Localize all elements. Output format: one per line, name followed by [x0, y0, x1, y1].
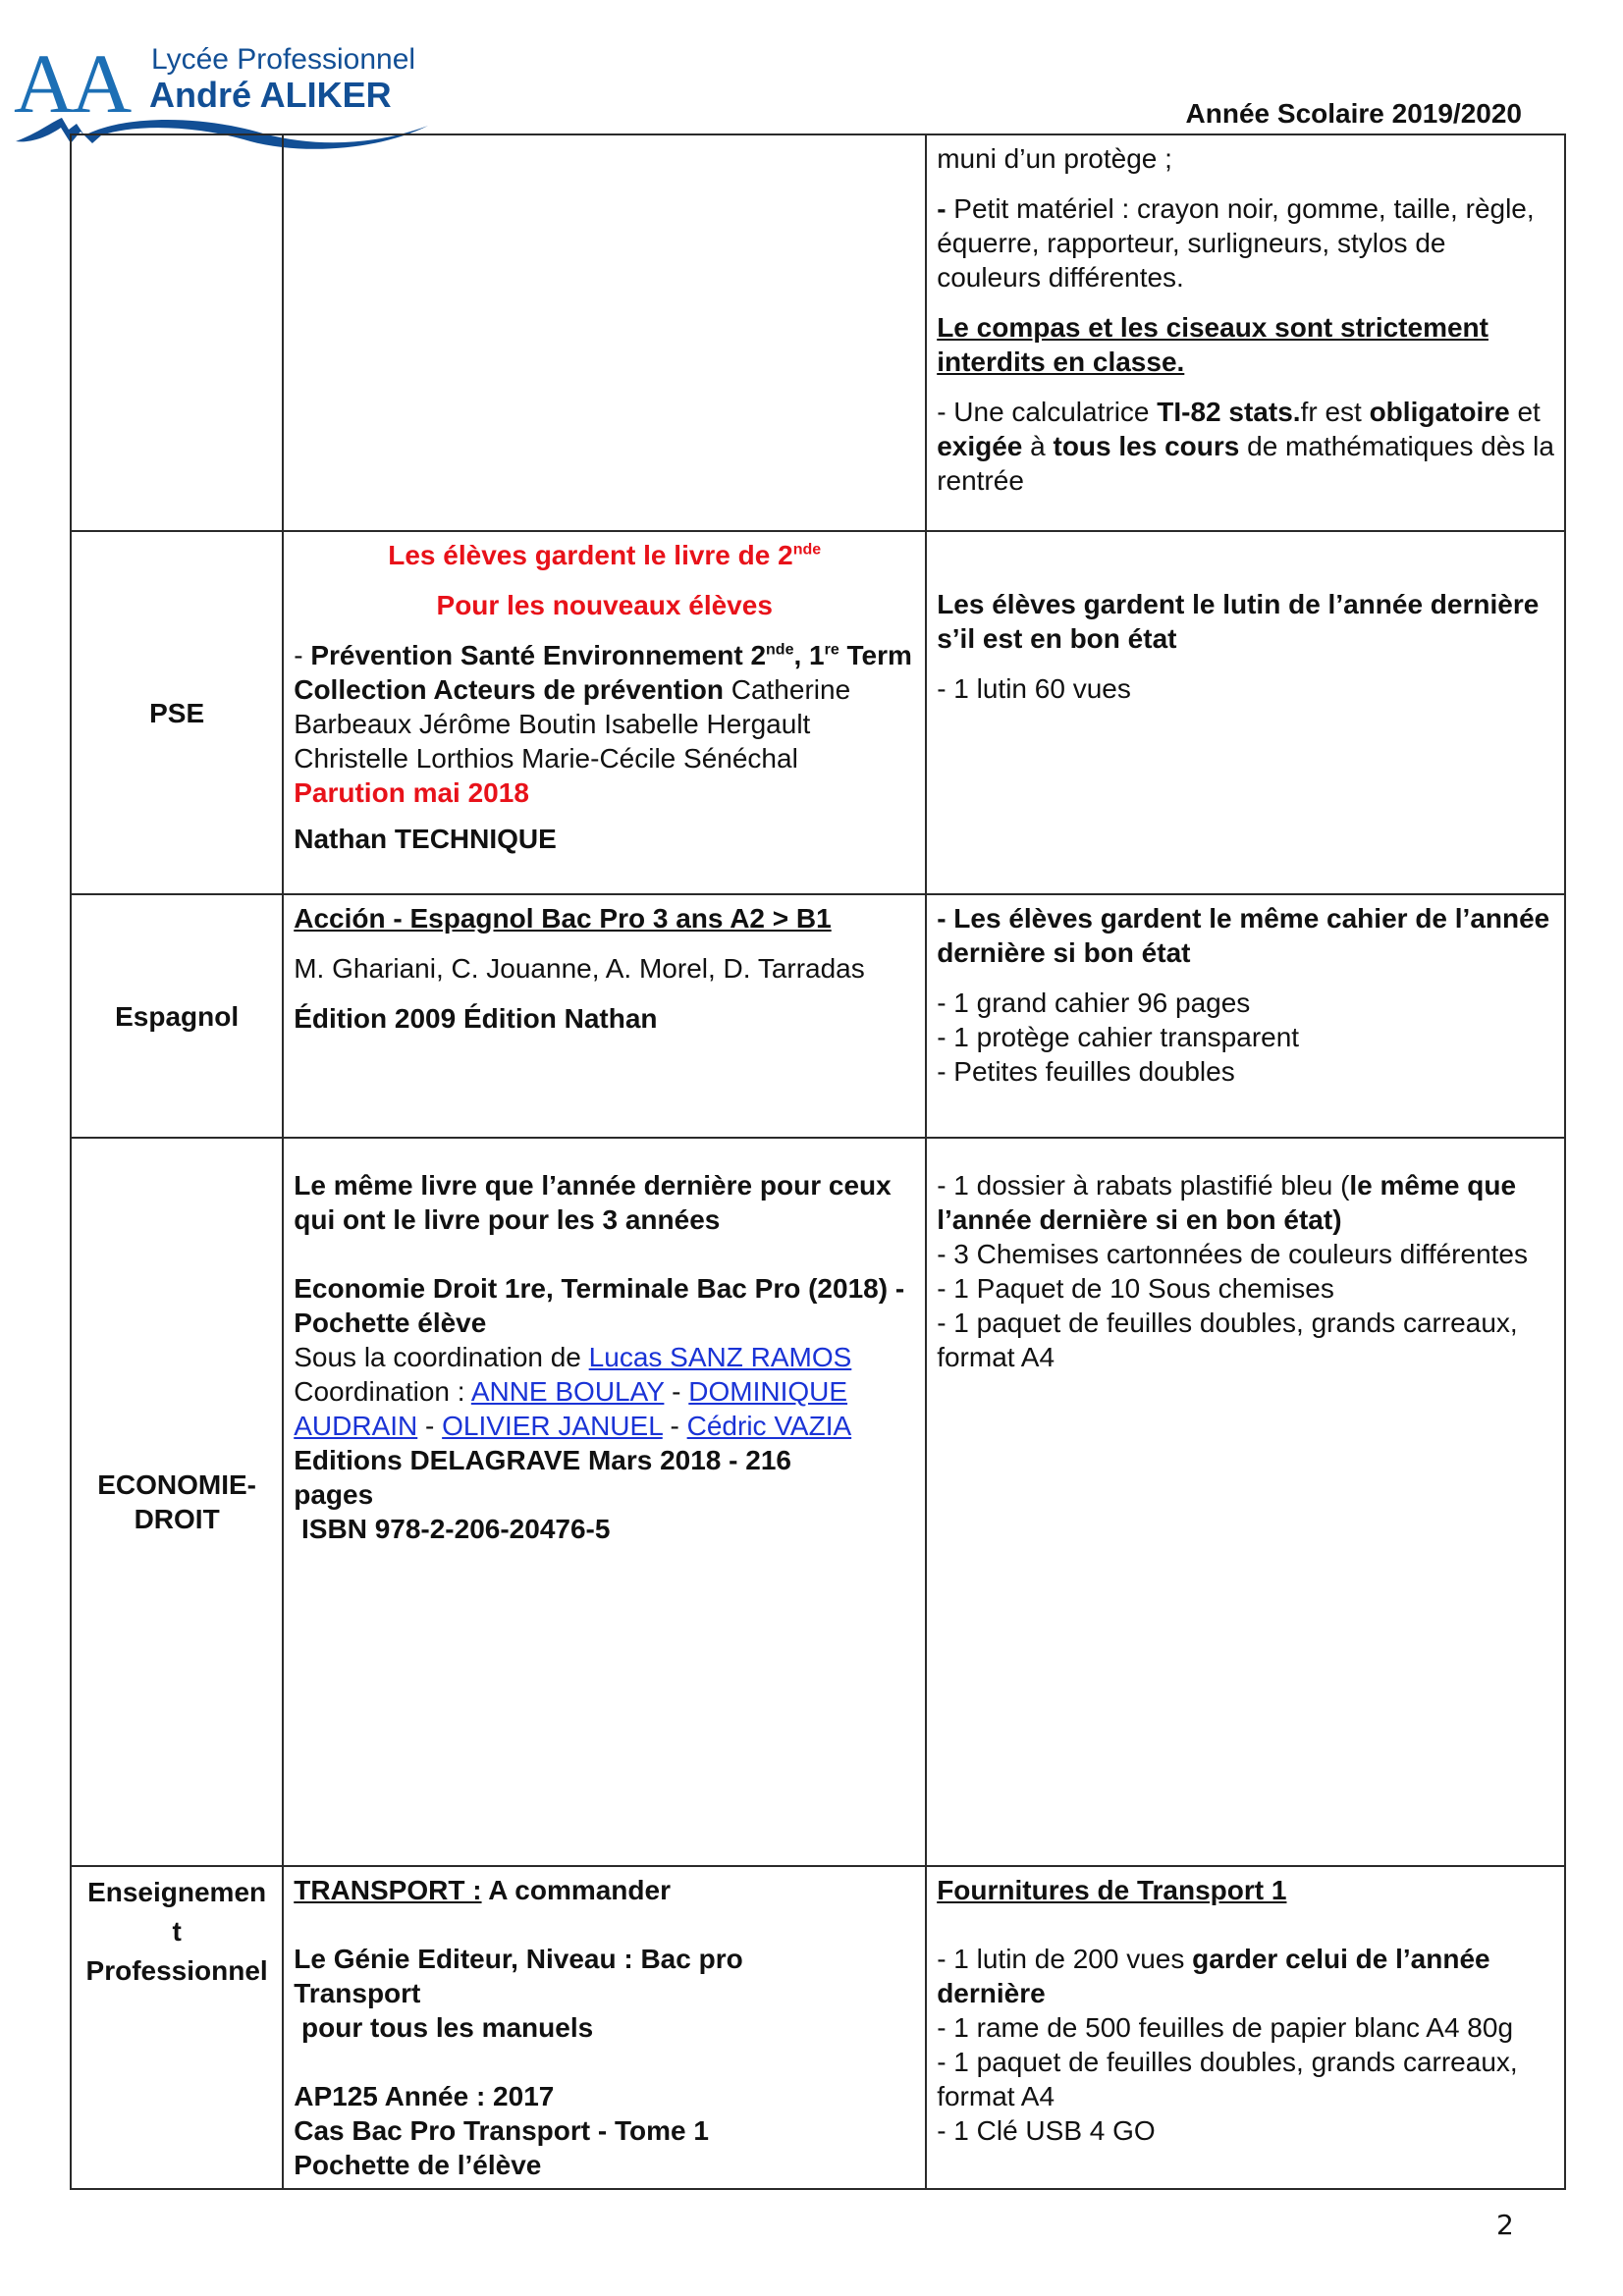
supply-item: - 1 dossier à rabats plastifié bleu (le même que l’année dernière si en bon état) [937, 1170, 1517, 1235]
supply-item: - 1 protège cahier transparent [937, 1022, 1300, 1052]
subject-cell: PSE [71, 531, 283, 894]
supply-item: - 1 rame de 500 feuilles de papier blanc A4 80g [937, 2012, 1514, 2043]
book-heading: TRANSPORT : A commander [294, 1875, 671, 1905]
page-number: 2 [1496, 2209, 1514, 2241]
books-cell [283, 1866, 926, 2189]
books-cell [283, 894, 926, 1138]
publisher-text: Editions DELAGRAVE Mars 2018 - 216 pages [294, 1445, 791, 1510]
supply-text: - Petit matériel : crayon noir, gomme, taille, règle, équerre, rapporteur, surligneurs, stylos de couleurs différentes. [937, 193, 1535, 293]
supplies-cell [926, 134, 1565, 531]
logo-line2: André ALIKER [149, 75, 392, 115]
coordination-line: Sous la coordination de Lucas SANZ RAMOS [294, 1342, 852, 1372]
supply-item: - 1 Paquet de 10 Sous chemises [937, 1273, 1334, 1304]
book-text: - Prévention Santé Environnement 2nde, 1re Term Collection Acteurs de prévention Catherine Barbeaux Jérôme Boutin Isabelle Hergault Christelle Lorthios Marie-Cécile Sénéchal Parution mai 2018 [294, 640, 912, 808]
table-row [71, 134, 1565, 531]
book-edition: Édition 2009 Édition Nathan [294, 1003, 658, 1034]
author-link[interactable]: Cédric VAZIA [686, 1411, 852, 1441]
publisher-text: Nathan TECHNIQUE [294, 824, 557, 854]
coordination-line: Coordination : ANNE BOULAY - DOMINIQUE AUDRAIN - OLIVIER JANUEL - Cédric VAZIA [294, 1376, 852, 1441]
book-note: Le même livre que l’année dernière pour ceux qui ont le livre pour les 3 années [294, 1170, 892, 1235]
author-link[interactable]: ANNE BOULAY [470, 1376, 665, 1407]
subject-cell: Espagnol [71, 894, 283, 1138]
book-ref: AP125 Année : 2017 [294, 2081, 555, 2111]
supplies-cell [926, 531, 1565, 894]
supply-item: - 1 paquet de feuilles doubles, grands carreaux, format A4 [937, 1308, 1518, 1372]
logo-initials: AA [14, 36, 129, 131]
school-year: Année Scolaire 2019/2020 [1185, 98, 1522, 129]
warning-text: Le compas et les ciseaux sont strictement interdits en classe. [937, 312, 1488, 377]
table-row [71, 1866, 1565, 2189]
publisher-text: Le Génie Editeur, Niveau : Bac pro Transport [294, 1944, 743, 2008]
supplies-table [70, 133, 1566, 2190]
isbn-text: ISBN 978-2-206-20476-5 [294, 1514, 611, 1544]
books-cell [283, 1138, 926, 1866]
books-cell [283, 134, 926, 531]
supply-item: - 3 Chemises cartonnées de couleurs différentes [937, 1239, 1528, 1269]
calculator-text: - Une calculatrice TI-82 stats.fr est obligatoire et exigée à tous les cours de mathématiques dès la rentrée [937, 397, 1554, 496]
book-title: Cas Bac Pro Transport - Tome 1 [294, 2115, 709, 2146]
subject-cell: ECONOMIE-DROIT [71, 1138, 283, 1866]
subject-cell: Enseignemen t Professionnel [71, 1866, 283, 2189]
table-row [71, 531, 1565, 894]
author-link[interactable]: DOMINIQUE AUDRAIN [294, 1376, 848, 1441]
supply-text: - Les élèves gardent le même cahier de l’année dernière si bon état [937, 903, 1550, 968]
supplies-cell [926, 894, 1565, 1138]
supply-item: - 1 lutin de 200 vues garder celui de l’année dernière [937, 1944, 1490, 2008]
supply-item: - Petites feuilles doubles [937, 1056, 1235, 1087]
author-link[interactable]: Lucas SANZ RAMOS [588, 1342, 852, 1372]
book-scope: pour tous les manuels [294, 2012, 594, 2043]
table-row [71, 894, 1565, 1138]
supply-item: - 1 grand cahier 96 pages [937, 988, 1251, 1018]
supplies-cell [926, 1866, 1565, 2189]
book-subtitle: Pochette de l’élève [294, 2150, 542, 2180]
book-title: Economie Droit 1re, Terminale Bac Pro (2018) - Pochette élève [294, 1273, 905, 1338]
logo-line1: Lycée Professionnel [151, 43, 416, 76]
supply-text: muni d’un protège ; [937, 143, 1172, 174]
subject-cell [71, 134, 283, 531]
notice-text: Pour les nouveaux élèves [436, 590, 773, 620]
supply-text: - 1 lutin 60 vues [937, 673, 1131, 704]
supply-item: - 1 Clé USB 4 GO [937, 2115, 1156, 2146]
table-row [71, 1138, 1565, 1866]
supplies-cell [926, 1138, 1565, 1866]
book-title: Acción - Espagnol Bac Pro 3 ans A2 > B1 [294, 903, 832, 934]
author-link[interactable]: OLIVIER JANUEL [442, 1411, 663, 1441]
books-cell [283, 531, 926, 894]
book-authors: M. Ghariani, C. Jouanne, A. Morel, D. Tarradas [294, 953, 865, 984]
supplies-heading: Fournitures de Transport 1 [937, 1875, 1287, 1905]
supply-text: Les élèves gardent le lutin de l’année dernière s’il est en bon état [937, 589, 1540, 654]
notice-text: Les élèves gardent le livre de 2nde [388, 540, 822, 570]
supply-item: - 1 paquet de feuilles doubles, grands carreaux, format A4 [937, 2047, 1518, 2111]
